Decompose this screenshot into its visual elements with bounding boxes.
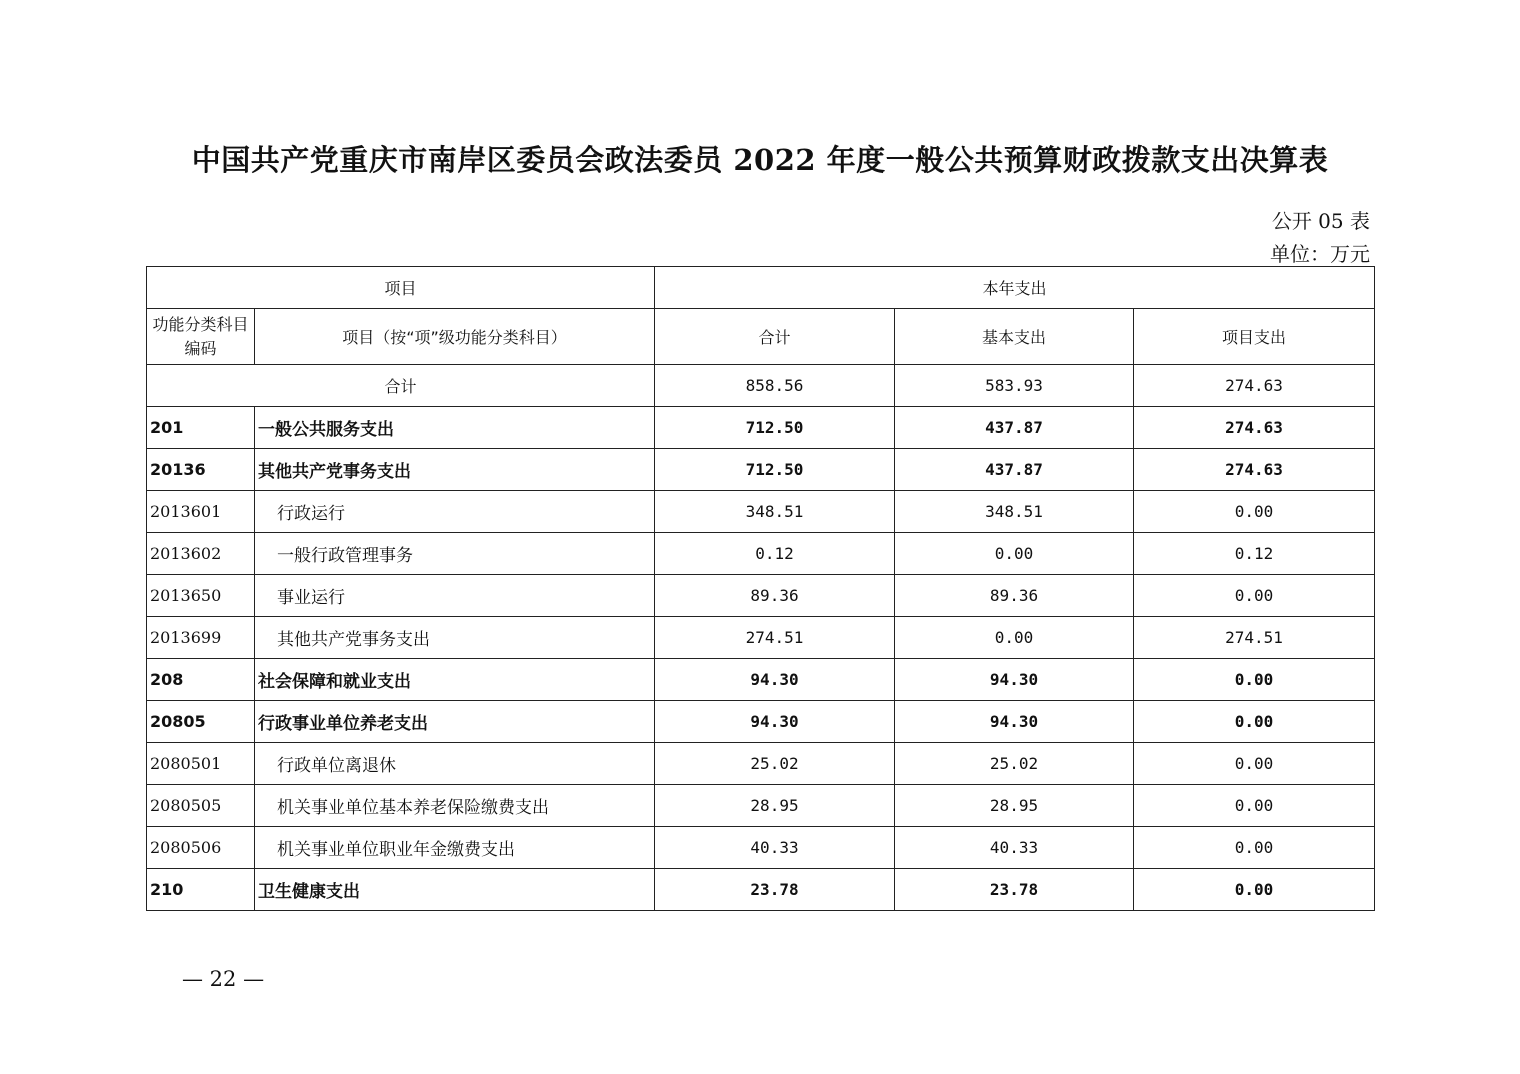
- table-row: [147, 785, 1375, 827]
- row-project: 274.63: [1134, 449, 1375, 491]
- page-title: 中国共产党重庆市南岸区委员会政法委员 2022 年度一般公共预算财政拨款支出决算表: [191, 143, 1329, 177]
- row-name: 行政事业单位养老支出: [255, 701, 655, 743]
- row-project: 0.00: [1134, 491, 1375, 533]
- table-row: [147, 449, 1375, 491]
- table-row: [147, 575, 1375, 617]
- row-total: 28.95: [655, 785, 895, 827]
- row-basic: 94.30: [895, 701, 1134, 743]
- row-name: 一般行政管理事务: [255, 533, 655, 575]
- row-name: 一般公共服务支出: [255, 407, 655, 449]
- row-basic: 23.78: [895, 869, 1134, 911]
- header-item: 项目（按“项”级功能分类科目）: [255, 309, 655, 365]
- row-project: 274.51: [1134, 617, 1375, 659]
- row-total: 40.33: [655, 827, 895, 869]
- row-project: 274.63: [1134, 407, 1375, 449]
- row-name: 社会保障和就业支出: [255, 659, 655, 701]
- table-row: [147, 617, 1375, 659]
- row-code: 2080505: [147, 785, 255, 827]
- header-basic: 基本支出: [895, 309, 1134, 365]
- header-project: 项目: [147, 267, 655, 309]
- row-code: 2013650: [147, 575, 255, 617]
- row-project: 0.00: [1134, 827, 1375, 869]
- row-name: 机关事业单位基本养老保险缴费支出: [255, 785, 655, 827]
- row-basic: 28.95: [895, 785, 1134, 827]
- row-basic: 89.36: [895, 575, 1134, 617]
- row-code: 20136: [147, 449, 255, 491]
- row-name: 机关事业单位职业年金缴费支出: [255, 827, 655, 869]
- row-name: 事业运行: [255, 575, 655, 617]
- row-total: 348.51: [655, 491, 895, 533]
- row-basic: 348.51: [895, 491, 1134, 533]
- row-name: 行政运行: [255, 491, 655, 533]
- table-row: [147, 701, 1375, 743]
- unit-label: 单位：万元: [1270, 242, 1370, 266]
- row-name: 其他共产党事务支出: [255, 449, 655, 491]
- total-project: 274.63: [1134, 365, 1375, 407]
- row-project: 0.00: [1134, 701, 1375, 743]
- expenditure-table: [146, 266, 1375, 911]
- row-basic: 40.33: [895, 827, 1134, 869]
- total-basic: 583.93: [895, 365, 1134, 407]
- header-current-year: 本年支出: [655, 267, 1375, 309]
- page-number: — 22 —: [182, 967, 265, 991]
- row-total: 274.51: [655, 617, 895, 659]
- row-project: 0.00: [1134, 743, 1375, 785]
- row-name: 其他共产党事务支出: [255, 617, 655, 659]
- table-row: [147, 869, 1375, 911]
- row-total: 712.50: [655, 407, 895, 449]
- row-project: 0.00: [1134, 659, 1375, 701]
- row-code: 201: [147, 407, 255, 449]
- table-row: [147, 491, 1375, 533]
- form-number: 公开 05 表: [1271, 209, 1370, 233]
- header-total: 合计: [655, 309, 895, 365]
- row-code: 2080501: [147, 743, 255, 785]
- row-name: 行政单位离退休: [255, 743, 655, 785]
- row-basic: 0.00: [895, 617, 1134, 659]
- row-code: 20805: [147, 701, 255, 743]
- row-total: 23.78: [655, 869, 895, 911]
- row-basic: 94.30: [895, 659, 1134, 701]
- row-project: 0.00: [1134, 869, 1375, 911]
- total-row: [147, 365, 1375, 407]
- row-total: 89.36: [655, 575, 895, 617]
- row-code: 2080506: [147, 827, 255, 869]
- header-project-expenditure: 项目支出: [1134, 309, 1375, 365]
- table-row: [147, 659, 1375, 701]
- row-basic: 437.87: [895, 407, 1134, 449]
- row-name: 卫生健康支出: [255, 869, 655, 911]
- header-code: 功能分类科目编码: [147, 309, 255, 365]
- row-total: 94.30: [655, 659, 895, 701]
- row-code: 210: [147, 869, 255, 911]
- row-total: 25.02: [655, 743, 895, 785]
- row-project: 0.12: [1134, 533, 1375, 575]
- row-code: 2013602: [147, 533, 255, 575]
- table-row: [147, 827, 1375, 869]
- table-row: [147, 407, 1375, 449]
- row-basic: 437.87: [895, 449, 1134, 491]
- row-total: 94.30: [655, 701, 895, 743]
- row-code: 2013699: [147, 617, 255, 659]
- row-code: 208: [147, 659, 255, 701]
- row-total: 712.50: [655, 449, 895, 491]
- row-total: 0.12: [655, 533, 895, 575]
- total-amount: 858.56: [655, 365, 895, 407]
- table-row: [147, 743, 1375, 785]
- row-basic: 25.02: [895, 743, 1134, 785]
- row-basic: 0.00: [895, 533, 1134, 575]
- table-row: [147, 533, 1375, 575]
- row-project: 0.00: [1134, 785, 1375, 827]
- row-code: 2013601: [147, 491, 255, 533]
- total-label: 合计: [147, 365, 655, 407]
- row-project: 0.00: [1134, 575, 1375, 617]
